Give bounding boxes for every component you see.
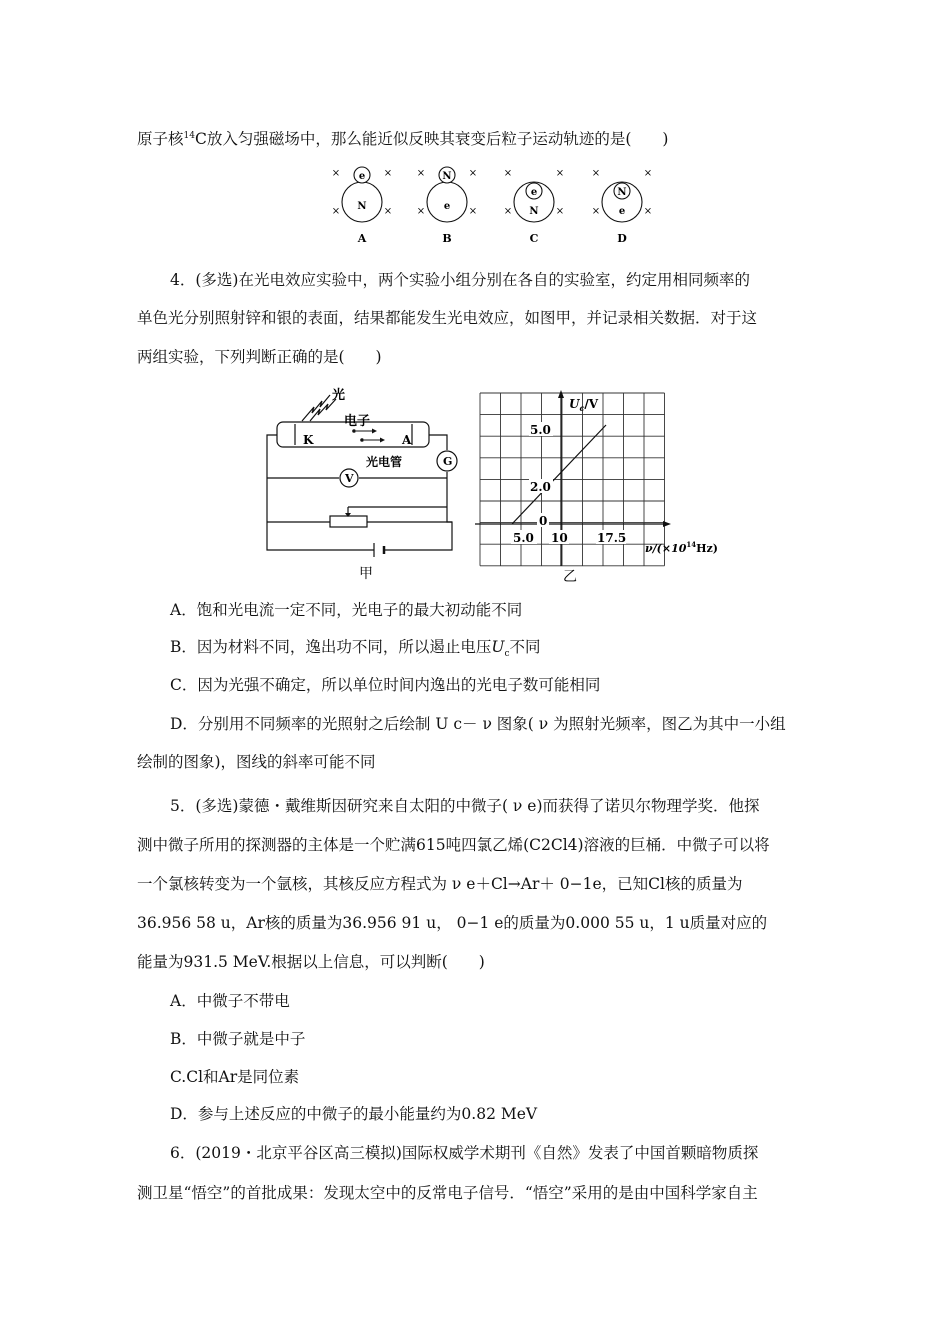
small-particle-label: N [442, 171, 452, 182]
light-label: 光 [332, 388, 346, 403]
magnetic-field-cross: × [331, 206, 341, 217]
magnetic-field-cross: × [503, 206, 513, 217]
magnetic-field-cross: × [331, 168, 341, 179]
large-particle-label: N [529, 206, 539, 217]
track-figure-c [504, 168, 564, 245]
light-ray-icon [302, 395, 330, 421]
q4-line-3: 两组实验，下列判断正确的是( ) [137, 348, 382, 366]
y-axis-label: $U_c/V$ [569, 397, 599, 413]
magnetic-field-cross: × [468, 168, 478, 179]
q4-option-a: A．饱和光电流一定不同，光电子的最大初动能不同 [170, 601, 523, 619]
galvanometer-label: G [443, 455, 453, 468]
track-figure-a [332, 167, 392, 245]
q5-line-4: 36.956 58 u，Ar核的质量为36.956 91 u， 0−1 e的质量为0.000 55 u，1 u质量对应的 [137, 914, 768, 932]
small-particle-label: e [358, 171, 366, 182]
y-tick-label: 0 [539, 514, 548, 528]
q5-line-1: 5．(多选)蒙德・戴维斯因研究来自太阳的中微子( ν e)而获得了诺贝尔物理学奖．他探 [170, 797, 760, 815]
magnetic-field-cross: × [383, 206, 393, 217]
q5-option-c: C.Cl和Ar是同位素 [170, 1068, 300, 1086]
track-figure-b [417, 167, 477, 245]
circuit-diagram [262, 385, 472, 585]
magnetic-field-cross: × [643, 206, 653, 217]
q5-line-2: 测中微子所用的探测器的主体是一个贮满615吨四氯乙烯(C2Cl4)溶液的巨桶．中微子可以将 [137, 836, 770, 854]
large-particle-label: e [443, 201, 451, 212]
magnetic-field-cross: × [468, 206, 478, 217]
magnetic-field-cross: × [555, 168, 565, 179]
track-figure-d [592, 168, 652, 245]
q3-track-figures [325, 158, 665, 250]
uc-line [512, 425, 606, 524]
q6-line-2: 测卫星“悟空”的首批成果：发现太空中的反常电子信号．“悟空”采用的是由中国科学家自主 [137, 1184, 758, 1202]
magnetic-field-cross: × [416, 206, 426, 217]
circuit-caption: 甲 [359, 566, 373, 582]
q4-line-1: 4．(多选)在光电效应实验中，两个实验小组分别在各自的实验室，约定用相同频率的 [170, 271, 750, 289]
figure-label: C [529, 232, 539, 245]
large-particle-label: N [357, 201, 367, 212]
q5-line-5: 能量为931.5 MeV.根据以上信息，可以判断( ) [137, 953, 485, 971]
magnetic-field-cross: × [643, 168, 653, 179]
magnetic-field-cross: × [591, 206, 601, 217]
magnetic-field-cross: × [555, 206, 565, 217]
q5-line-3: 一个氯核转变为一个氩核，其核反应方程式为 ν e＋Cl→Ar＋ 0−1e，已知Cl核的质量为 [137, 875, 743, 893]
x-tick-label: 10 [551, 531, 568, 545]
q4-option-d-line2: 绘制的图象)，图线的斜率可能不同 [137, 753, 376, 771]
figure-label: D [617, 232, 627, 245]
anode-label: A [402, 433, 412, 447]
x-axis-label: $\nu/(\times 10^{14}Hz)$ [645, 540, 718, 555]
small-particle-label: e [530, 187, 538, 198]
q5-option-a: A．中微子不带电 [170, 992, 290, 1010]
phototube-label: 光电管 [366, 455, 403, 469]
q4-option-b: B．因为材料不同，逸出功不同，所以遏止电压$U_c$不同 [170, 638, 541, 660]
x-tick-label: 5.0 [513, 531, 534, 545]
q5-option-b: B．中微子就是中子 [170, 1030, 306, 1048]
y-tick-label: 5.0 [530, 423, 551, 437]
q6-line-1: 6．(2019・北京平谷区高三模拟)国际权威学术期刊《自然》发表了中国首颗暗物质探 [170, 1144, 759, 1162]
electron-label: 电子 [344, 414, 371, 429]
q4-option-c: C．因为光强不确定，所以单位时间内逸出的光电子数可能相同 [170, 676, 601, 694]
large-particle-label: e [618, 206, 626, 217]
figure-label: B [442, 232, 452, 245]
magnetic-field-cross: × [503, 168, 513, 179]
x-tick-label: 17.5 [597, 531, 627, 545]
uc-frequency-graph [475, 388, 725, 588]
graph-caption: 乙 [563, 569, 577, 585]
q3-stem: 原子核$^{14}$C放入匀强磁场中，那么能近似反映其衰变后粒子运动轨迹的是( ) [137, 130, 669, 149]
magnetic-field-cross: × [383, 168, 393, 179]
magnetic-field-cross: × [416, 168, 426, 179]
q4-line-2: 单色光分别照射锌和银的表面，结果都能发生光电效应，如图甲，并记录相关数据．对于这 [137, 309, 758, 327]
cathode-label: K [303, 433, 314, 447]
figure-label: A [357, 232, 367, 245]
magnetic-field-cross: × [591, 168, 601, 179]
small-particle-label: N [617, 187, 627, 198]
y-tick-label: 2.0 [530, 480, 551, 494]
q5-option-d: D．参与上述反应的中微子的最小能量约为0.82 MeV [170, 1105, 538, 1123]
q4-option-d-line1: D．分别用不同频率的光照射之后绘制 U c－ ν 图象( ν 为照射光频率，图乙为其中一小组 [170, 715, 786, 733]
voltmeter-label: V [345, 472, 354, 485]
